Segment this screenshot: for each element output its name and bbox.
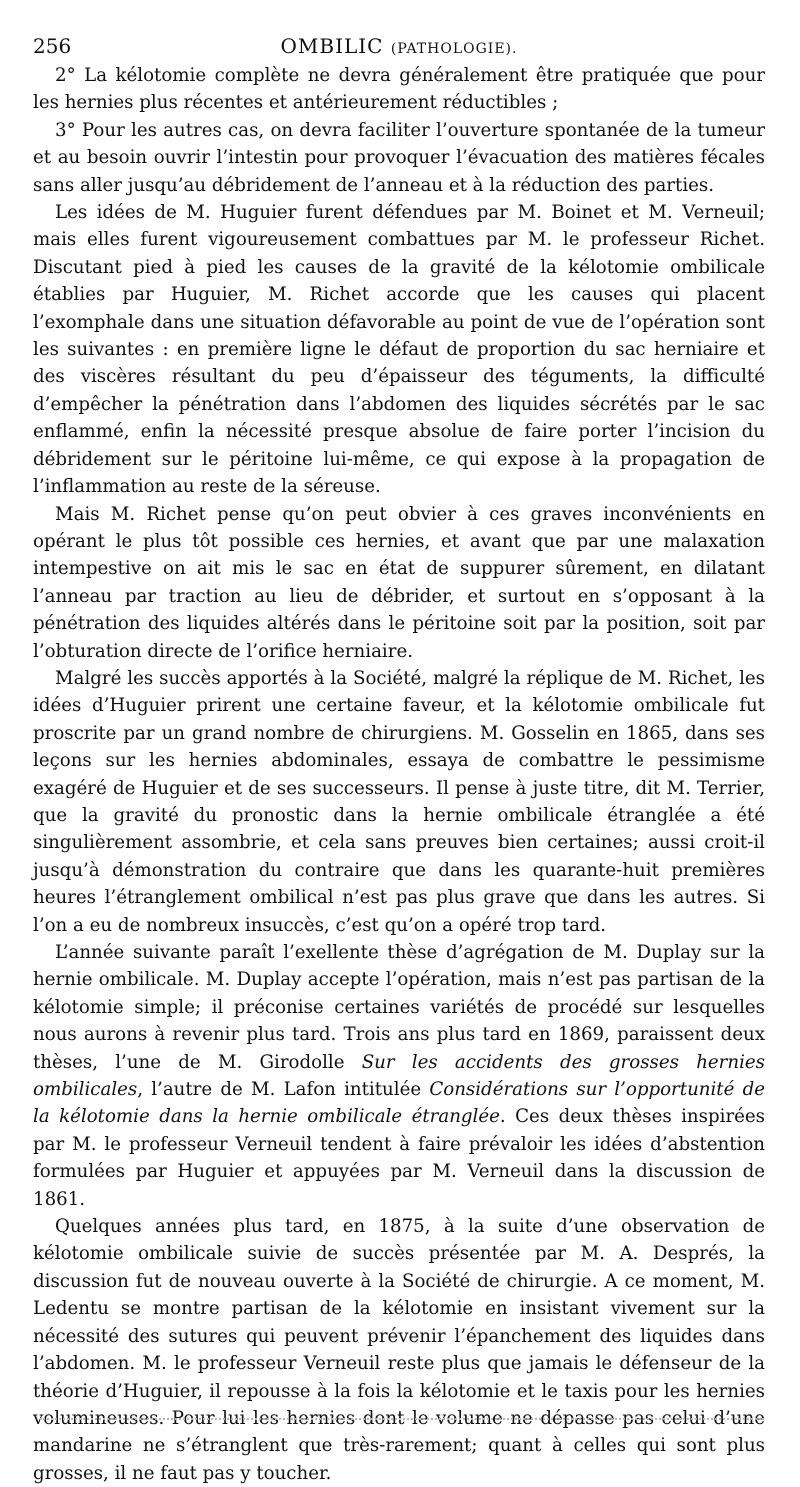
running-title-subtitle: (PATHOLOGIE). (390, 41, 518, 57)
running-title (33, 30, 765, 65)
body-text (33, 62, 765, 1487)
page-number: 256 (33, 34, 72, 58)
paragraph-conclusion-2: 2° La kélotomie complète ne devra généralement être pratiquée que pour les hernies plus récentes et antérieurement réductibles ; (33, 65, 765, 114)
running-head (33, 30, 765, 62)
paragraph-theses-text-3: . Ces deux thèses inspirées par M. le professeur Verneuil tendent à faire prévaloir les idées d’abstention formulées par Huguier et appuyées par M. Verneuil dans la discussion de 1861. (33, 1106, 765, 1210)
running-title-main: OMBILIC (280, 34, 384, 58)
paragraph-theses-text-2: , l’autre de M. Lafon intitulée (137, 1079, 430, 1101)
paragraph-conclusion-3: 3° Pour les autres cas, on devra faciliter l’ouverture spontanée de la tumeur et au besoin ouvrir l’intestin pour provoquer l’évacuation des matières fécales sans aller jusqu’au débridement de l’anneau et à la réduction des parties. (33, 119, 765, 196)
paragraph-theses-text-1: L’année suivante paraît l’exellente thèse d’agrégation de M. Duplay sur la hernie ombilicale. M. Duplay accepte l’opération, mais n’est pas partisan de la kélotomie simple; il préconise certaines variétés de procédé sur lesquelles nous aurons à revenir plus tard. Trois ans plus tard en 1869, paraissent deux thèses, l’une de M. Girodolle (33, 942, 765, 1073)
paragraph-theses (33, 939, 765, 1213)
thesis-title-girodolle: Sur les accidents des grosses hernies ombilicales (33, 1051, 765, 1101)
paragraph-gosselin: Malgré les succès apportés à la Société, malgré la réplique de M. Richet, les idées d’Huguier prirent une certaine faveur, et la kélotomie ombilicale fut proscrite par un grand nombre de chirurgiens. M. Gosselin en 1865, dans ses leçons sur les hernies abdominales, essaya de combattre le pessimisme exagéré de Huguier et de ses successeurs. Il pense à juste titre, dit M. Terrier, que la gravité du pronostic dans la hernie ombilicale étranglée a été singulièrement assombrie, et cela sans preuves bien certaines; aussi croit-il jusqu’à démonstration du contraire que dans les quarante-huit premières heures l’étranglement ombilical n’est pas plus grave que dans les autres. Si l’on a eu de nombreux insuccès, c’est qu’on a opéré trop tard. (33, 667, 765, 936)
footer-dotted-rule (40, 1418, 764, 1420)
paragraph-despres-discussion: Quelques années plus tard, en 1875, à la suite d’une observation de kélotomie ombilicale suivie de succès présentée par M. A. Després, la discussion fut de nouveau ouverte à la Société de chirurgie. A ce moment, M. Ledentu se montre partisan de la kélotomie en insistant vivement sur la nécessité des sutures qui peuvent prévenir l’épanchement des liquides dans l’abdomen. M. le professeur Verneuil reste plus que jamais le défenseur de la théorie d’Huguier, il repousse à la fois la kélotomie et le taxis pour les hernies volumineuses. Pour lui les hernies dont le volume ne dépasse pas celui d’une mandarine ne s’étranglent que très-rarement; quant à celles qui sont plus grosses, il ne faut pas y toucher. (33, 1216, 765, 1484)
paragraph-richet-view: Mais M. Richet pense qu’on peut obvier à ces graves inconvénients en opérant le plus tôt possible ces hernies, et avant que par une malaxation intempestive on ait mis le sac en état de suppurer sûrement, en dilatant l’anneau par traction au lieu de débrider, et surtout en s’opposant à la pénétration des liquides altérés dans le péritoine soit par la position, soit par l’obturation directe de l’orifice herniaire. (33, 503, 765, 662)
book-page (33, 30, 765, 1484)
paragraph-huguier-debate: Les idées de M. Huguier furent défendues par M. Boinet et M. Verneuil; mais elles furent vigoureusement combattues par M. le professeur Richet. Discutant pied à pied les causes de la gravité de la kélotomie ombilicale établies par Huguier, M. Richet accorde que les causes qui placent l’exomphale dans une situation défavorable au point de vue de l’opération sont les suivantes : en première ligne le défaut de proportion du sac herniaire et des viscères résultant du peu d’épaisseur des téguments, la difficulté d’empêcher la pénétration dans l’abdomen des liquides sécrétés par le sac enflammé, enfin la nécessité presque absolue de faire porter l’incision du débridement sur le péritoine lui-même, ce qui expose à la propagation de l’inflammation au reste de la séreuse. (33, 202, 765, 498)
thesis-title-lafon: Considérations sur l’opportunité de la kélotomie dans la hernie ombilicale étranglée (33, 1079, 765, 1128)
